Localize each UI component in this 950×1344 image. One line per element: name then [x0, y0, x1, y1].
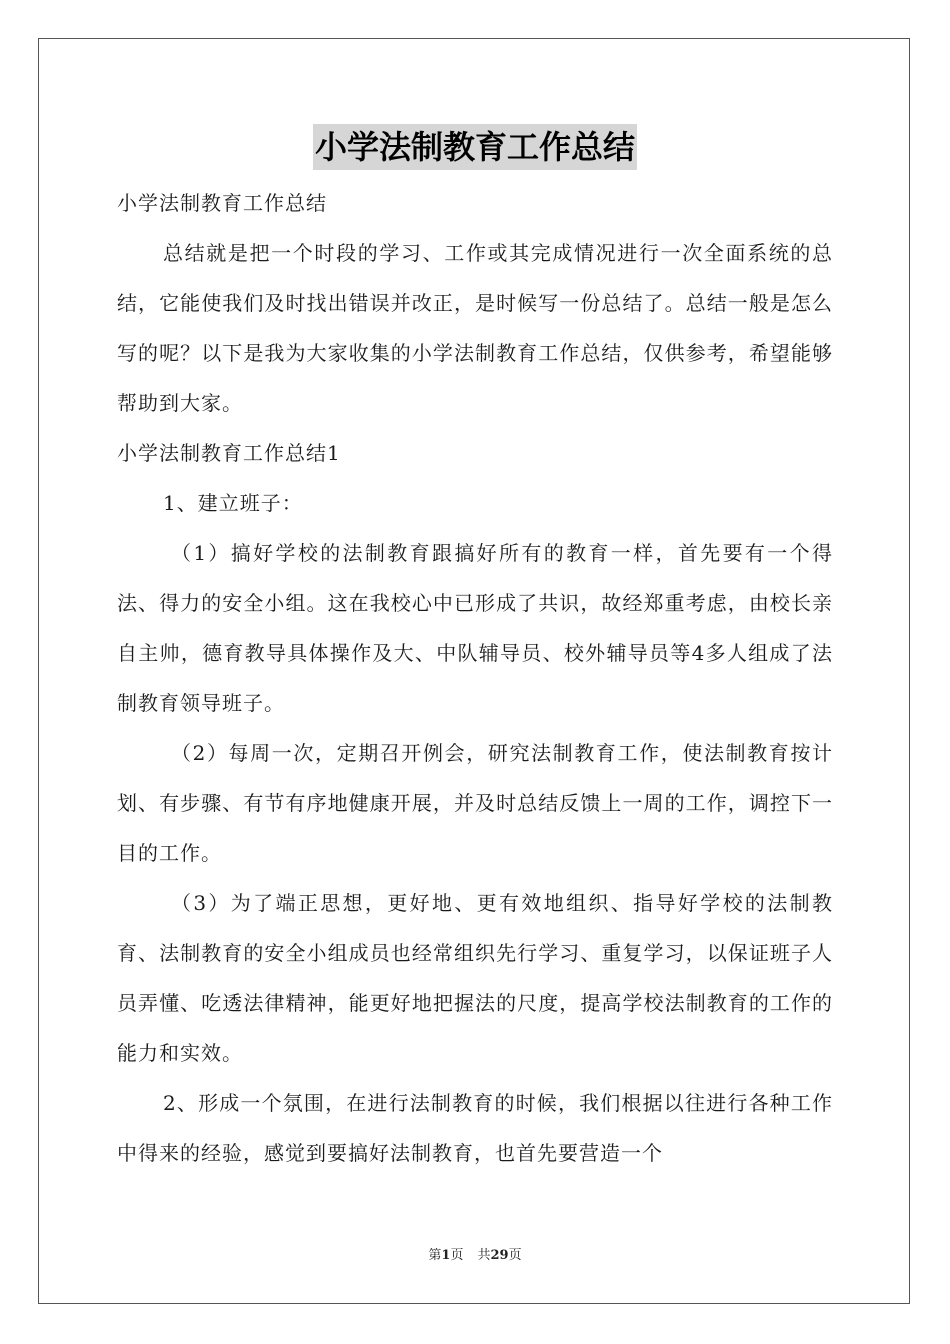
- paragraph-subitem-3: （3）为了端正思想，更好地、更有效地组织、指导好学校的法制教育、法制教育的安全小组成员也经常组织先行学习、重复学习，以保证班子人员弄懂、吃透法律精神，能更好地把握法的尺度，提高学校法制教育的工作的能力和实效。: [117, 891, 833, 1065]
- document-body: [117, 178, 833, 1178]
- paragraph-intro: 总结就是把一个时段的学习、工作或其完成情况进行一次全面系统的总结，它能使我们及时找出错误并改正，是时候写一份总结了。总结一般是怎么写的呢？以下是我为大家收集的小学法制教育工作总结，仅供参考，希望能够帮助到大家。: [117, 241, 833, 415]
- document-title: [0, 124, 950, 170]
- total-pages: 共29页: [477, 1248, 522, 1263]
- paragraph-subitem-1: （1）搞好学校的法制教育跟搞好所有的教育一样，首先要有一个得法、得力的安全小组。这在我校心中已形成了共识，故经郑重考虑，由校长亲自主帅，德育教导具体操作及大、中队辅导员、校外辅导员等4多人组成了法制教育领导班子。: [117, 541, 833, 715]
- page-footer: [0, 1246, 950, 1266]
- section-heading-1: 小学法制教育工作总结1: [117, 441, 341, 465]
- page-number: 第1页: [428, 1248, 464, 1263]
- paragraph-subtitle: 小学法制教育工作总结: [117, 191, 327, 215]
- paragraph-item-1: 1、建立班子：: [163, 491, 303, 515]
- paragraph-subitem-2: （2）每周一次，定期召开例会，研究法制教育工作，使法制教育按计划、有步骤、有节有序地健康开展，并及时总结反馈上一周的工作，调控下一目的工作。: [117, 741, 833, 865]
- document-title-text: 小学法制教育工作总结: [313, 124, 637, 170]
- paragraph-item-2: 2、形成一个氛围，在进行法制教育的时候，我们根据以往进行各种工作中得来的经验，感觉到要搞好法制教育，也首先要营造一个: [117, 1091, 833, 1165]
